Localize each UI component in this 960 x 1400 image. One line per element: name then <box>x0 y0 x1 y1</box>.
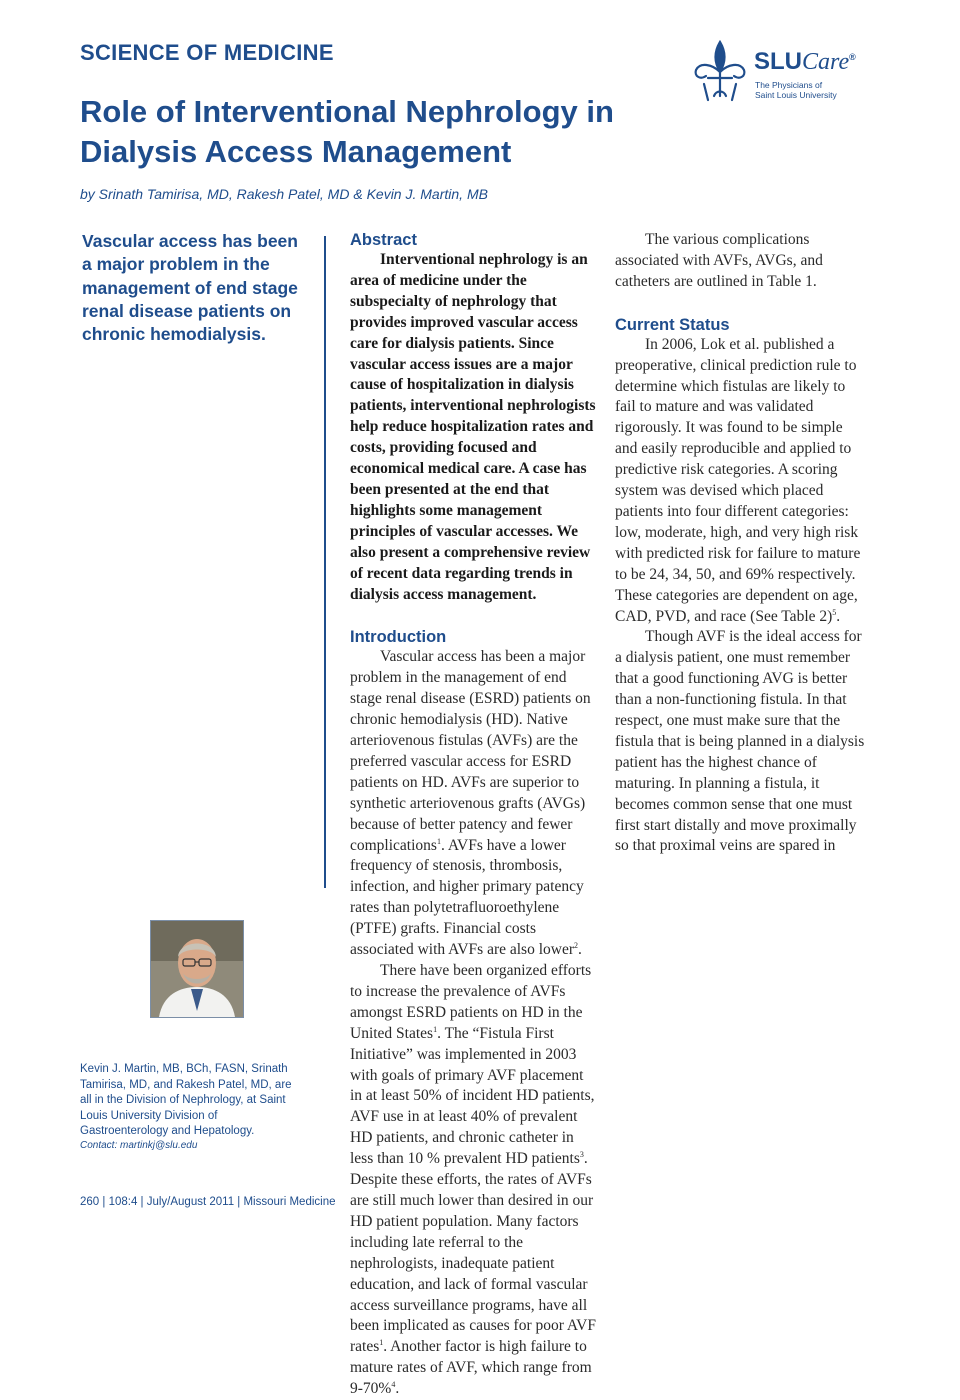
logo-wordmark <box>754 48 856 76</box>
introduction-heading: Introduction <box>350 628 447 647</box>
intro-paragraph-3: The various complications associated with AVFs, AVGs, and catheters are outlined in Table 1. <box>615 231 823 290</box>
abstract-text: Interventional nephrology is an area of medicine under the subspecialty of nephrology that provides improved vascular access care for dialysis patients. Since vascular access issues are a major cause of hospitalization in dialysis patients, interventional nephrologists help reduce hospitalization rates and costs, providing focused and economical medical care. A case has been presented at the end that highlights some management principles of vascular accesses. We also present a comprehensive review of recent data regarding trends in dialysis access management. <box>350 251 596 603</box>
intro-paragraph-1: Vascular access has been a major problem in the management of end stage renal disease (ESRD) patients on chronic hemodialysis (HD). Native arteriovenous fistulas (AVFs) are the preferred vascular access for ESRD patients on HD. AVFs are superior to synthetic arteriovenous grafts (AVGs) because of better patency and fewer complications$^1$. AVFs have a lower frequency of stenosis, thrombosis, infection, and higher primary patency rates than polytetrafluoroethylene (PTFE) grafts. Financial costs associated with AVFs are also lower$^2$. <box>350 648 591 959</box>
article-column-middle <box>350 230 598 1398</box>
article-title: Role of Interventional Nephrology in Dialysis Access Management <box>80 94 614 169</box>
intro-paragraph-2: There have been organized efforts to increase the prevalence of AVFs amongst ESRD patients on HD in the United States$^1$. The “Fistula First Initiative” was implemented in 2003 with goals of primary AVF placement in at least 50% of incident HD patients, AVF use in at least 40% of prevalent HD patients, and chronic catheter in less than 10 % prevalent HD patients$^3$. Despite these efforts, the rates of AVFs are still much lower than desired in our HD patient population. Many factors including late referral to the nephrologists, inadequate patient education, and lack of formal vascular access surveillance programs, have all been implicated as causes for poor AVF rates$^1$. Another factor is high failure to mature rates of AVF, which range from 9-70%$^4$. <box>350 962 596 1398</box>
logo-slu: SLU <box>754 48 802 75</box>
status-paragraph-2: Though AVF is the ideal access for a dialysis patient, one must remember that a good functioning AVG is better than a non-functioning fistula. In that respect, one must make sure that the fistula that is being planned in a dialysis patient has the highest chance of maturing. In planning a fistula, it becomes common sense that one must first start distally and move proximally so that proximal veins are spared in <box>615 628 865 855</box>
author-photo <box>150 920 244 1018</box>
pull-quote: Vascular access has been a major problem in the management of end stage renal disease patients on chronic hemodialysis. <box>82 231 298 345</box>
status-paragraph-1: In 2006, Lok et al. published a preoperative, clinical prediction rule to determine which fistulas are likely to fail to mature and was validated rigorously. It was found to be simple and easily reproducible and applied to predictive risk categories. A scoring system was devised which placed patients into four different categories: low, moderate, high, and very high risk with predicted risk for failure to mature to be 24, 34, 50, and 69% respectively. These categories are dependent on age, CAD, PVD, and race (See Table 2)$^5$. <box>615 335 861 625</box>
section-label: SCIENCE OF MEDICINE <box>80 40 334 65</box>
abstract-heading: Abstract <box>350 231 417 249</box>
logo-care: Care <box>802 49 850 75</box>
article-column-right <box>615 230 865 857</box>
logo-registered: ® <box>849 52 856 62</box>
logo-tagline-2: Saint Louis University <box>755 90 837 100</box>
author-contact[interactable]: Contact: martinkj@slu.edu <box>80 1140 198 1151</box>
current-status-heading: Current Status <box>615 315 730 334</box>
column-divider <box>324 236 326 888</box>
slucare-logo <box>690 38 880 106</box>
logo-tagline-1: The Physicians of <box>755 80 823 90</box>
fleur-de-lis-icon <box>690 38 750 104</box>
page-footer: 260 | 108:4 | July/August 2011 | Missouri Medicine <box>80 1196 336 1208</box>
author-caption: Kevin J. Martin, MB, BCh, FASN, Srinath Tamirisa, MD, and Rakesh Patel, MD, are all in the Division of Nephrology, at Saint Louis University Division of Gastroenterology and Hepatology. <box>80 1063 292 1138</box>
byline: by Srinath Tamirisa, MD, Rakesh Patel, MD & Kevin J. Martin, MB <box>80 186 488 202</box>
